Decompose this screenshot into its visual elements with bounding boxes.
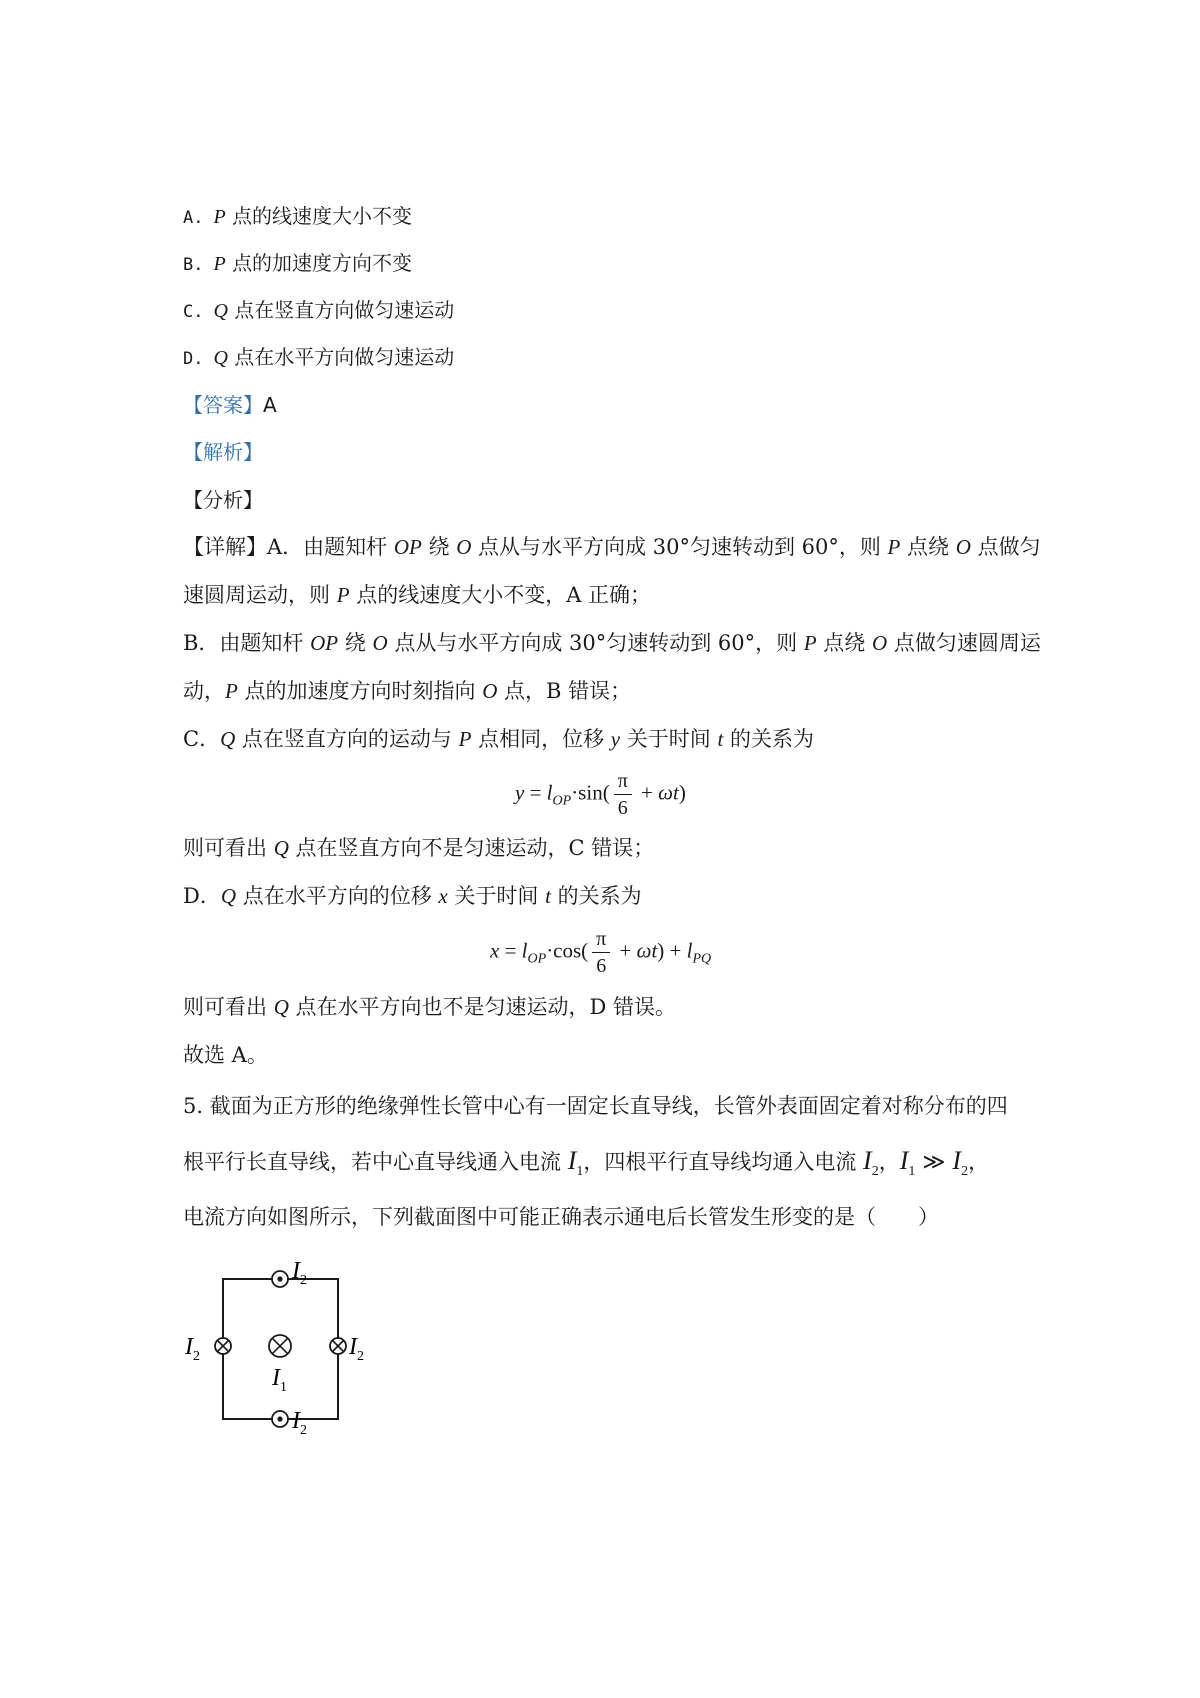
detail-d-line2 <box>183 997 676 1018</box>
fraction-denominator: 6 <box>596 955 607 977</box>
text: 根平行长直导线，若中心直导线通入电流 <box>183 1150 568 1174</box>
option-label: D. <box>183 349 204 369</box>
much-greater-sign: ≫ <box>915 1150 953 1175</box>
formula-close: ) <box>678 780 686 805</box>
formula-sub: OP <box>552 793 572 809</box>
analysis-tag: 【解析】 <box>183 440 263 464</box>
detail-a-line2 <box>183 585 651 606</box>
formula-l: l <box>546 780 553 805</box>
fraction <box>592 928 610 977</box>
current-symbol: I <box>952 1146 962 1175</box>
center-wire-label: $I_1$ <box>272 1365 287 1395</box>
text: 则可看出 <box>183 995 274 1019</box>
text: 点从与水平方向成 30°匀速转动到 60°，则 <box>387 631 804 655</box>
formula-y <box>515 770 686 819</box>
option-text: 点在水平方向做匀速运动 <box>234 345 455 369</box>
variable: P <box>225 679 238 703</box>
formula-omega: ωt <box>658 780 679 805</box>
fraction <box>614 770 632 819</box>
detail-b-line1 <box>183 633 1041 654</box>
fraction-numerator: π <box>614 770 632 795</box>
current-symbol: I <box>863 1146 872 1175</box>
variable: t <box>717 727 724 751</box>
option-b <box>183 253 412 274</box>
relation-rhs <box>952 1146 969 1180</box>
question5-line1: 5. 截面为正方形的绝缘弹性长管中心有一固定长直导线，长管外表面固定着对称分布的四 <box>183 1094 1008 1118</box>
question5-line3: 电流方向如图所示，下列截面图中可能正确表示通电后长管发生形变的是（ ） <box>183 1205 939 1229</box>
option-c <box>183 300 454 321</box>
text: 点绕 <box>900 535 956 559</box>
detail-c-line1 <box>183 729 814 750</box>
detail-b-line2 <box>183 681 631 702</box>
text: C． <box>183 727 221 751</box>
variable: O <box>482 679 498 703</box>
variable: Q <box>273 995 289 1019</box>
relation-lhs <box>899 1146 916 1180</box>
variable: P <box>336 583 350 607</box>
variable: x <box>438 884 448 908</box>
text: 点做匀 <box>970 535 1041 559</box>
current-subscript: 2 <box>871 1164 879 1180</box>
answer-line <box>183 395 277 415</box>
text: ， <box>878 1150 900 1174</box>
current-subscript: 2 <box>961 1164 969 1180</box>
formula-l2: l <box>686 938 693 963</box>
variable: t <box>545 884 551 908</box>
text: 点，B 错误； <box>497 679 632 703</box>
variable: Q <box>220 727 236 751</box>
current-subscript: 1 <box>576 1164 584 1180</box>
detail-tag: 【详解】 <box>183 535 267 559</box>
variable: P <box>458 727 472 751</box>
current-subscript: 1 <box>908 1164 916 1180</box>
variable: Q <box>273 836 289 860</box>
current-i2 <box>863 1146 879 1180</box>
formula-close: ) + <box>657 938 687 963</box>
option-variable: P <box>213 206 226 228</box>
text: 绕 <box>421 535 457 559</box>
detail-d-line1 <box>183 886 642 907</box>
formula-lhs: x <box>490 938 500 963</box>
formula-omega: ωt <box>636 938 658 963</box>
variable: y <box>610 727 621 751</box>
question5-line2 <box>183 1148 989 1179</box>
formula-fn: ·sin( <box>571 780 610 805</box>
variable: O <box>955 535 971 559</box>
detail-a-line1 <box>183 537 1041 558</box>
formula-lhs: y <box>515 780 525 805</box>
answer-tag: 【答案】 <box>183 393 263 417</box>
option-text: 点在竖直方向做匀速运动 <box>234 298 455 322</box>
variable: O <box>871 631 888 655</box>
text: ， <box>968 1150 990 1174</box>
text: B．由题知杆 <box>183 631 311 655</box>
variable: OP <box>393 535 422 559</box>
text: 的关系为 <box>723 727 815 751</box>
variable: O <box>372 631 388 655</box>
variable: O <box>456 535 472 559</box>
variable: OP <box>310 631 339 655</box>
text: 点在水平方向也不是匀速运动，D 错误。 <box>288 995 677 1019</box>
bottom-wire-label: $I_2$ <box>292 1408 307 1438</box>
option-label: A. <box>183 208 204 228</box>
formula-plus: + <box>614 938 637 963</box>
option-d <box>183 347 454 368</box>
variable: P <box>803 631 817 655</box>
answer-value: A <box>263 393 277 417</box>
text: ，四根平行直导线均通入电流 <box>583 1150 864 1174</box>
text: 点在水平方向的位移 <box>236 884 439 908</box>
text: 动， <box>183 679 225 703</box>
text: 的关系为 <box>550 884 642 908</box>
formula-eq: = <box>499 938 522 963</box>
option-variable: Q <box>213 347 228 369</box>
text: 点做匀速圆周运 <box>887 631 1041 655</box>
center-wire-cross-icon <box>269 1335 291 1357</box>
formula-plus: + <box>635 780 659 805</box>
text: 点的加速度方向时刻指向 <box>237 679 483 703</box>
right-wire-label: $I_2$ <box>349 1334 364 1364</box>
option-variable: Q <box>213 300 228 322</box>
text: 速圆周运动，则 <box>183 583 337 607</box>
fenxi-tag: 【分析】 <box>183 488 263 512</box>
formula-eq: = <box>524 780 547 805</box>
text: 点相同，位移 <box>471 727 611 751</box>
text: 点绕 <box>816 631 872 655</box>
text: 关于时间 <box>447 884 546 908</box>
text: 点在竖直方向的运动与 <box>235 727 459 751</box>
text: 点在竖直方向不是匀速运动，C 错误； <box>288 836 655 860</box>
left-wire-label: $I_2$ <box>185 1334 200 1364</box>
text: 点从与水平方向成 30°匀速转动到 60°，则 <box>471 535 888 559</box>
option-text: 点的线速度大小不变 <box>232 204 413 228</box>
top-wire-dot-icon <box>272 1271 288 1287</box>
option-label: B. <box>183 255 204 275</box>
variable: P <box>887 535 901 559</box>
bottom-wire-dot-icon <box>272 1411 288 1427</box>
text: 绕 <box>338 631 373 655</box>
current-i1 <box>567 1146 584 1180</box>
text: 关于时间 <box>620 727 718 751</box>
left-wire-cross-icon <box>215 1338 231 1354</box>
formula-x <box>490 928 711 977</box>
formula-sub: OP <box>527 951 547 967</box>
option-text: 点的加速度方向不变 <box>232 251 413 275</box>
option-a <box>183 206 412 227</box>
cross-section-figure <box>178 1250 398 1450</box>
fraction-denominator: 6 <box>617 797 628 819</box>
text: 则可看出 <box>183 836 274 860</box>
current-symbol: I <box>567 1146 577 1175</box>
current-symbol: I <box>899 1146 909 1175</box>
variable: Q <box>220 884 237 908</box>
formula-fn: ·cos( <box>546 938 589 963</box>
right-wire-cross-icon <box>330 1338 346 1354</box>
text: 点的线速度大小不变，A 正确； <box>349 583 652 607</box>
text: A．由题知杆 <box>267 535 394 559</box>
text: D． <box>183 884 221 908</box>
option-label: C. <box>183 302 204 322</box>
fraction-numerator: π <box>592 928 610 953</box>
top-wire-label: $I_2$ <box>292 1258 307 1288</box>
formula-sub2: PQ <box>692 951 712 967</box>
conclusion: 故选 A。 <box>183 1043 268 1067</box>
option-variable: P <box>213 253 226 275</box>
detail-c-line2 <box>183 838 654 859</box>
formula-l: l <box>521 938 528 963</box>
